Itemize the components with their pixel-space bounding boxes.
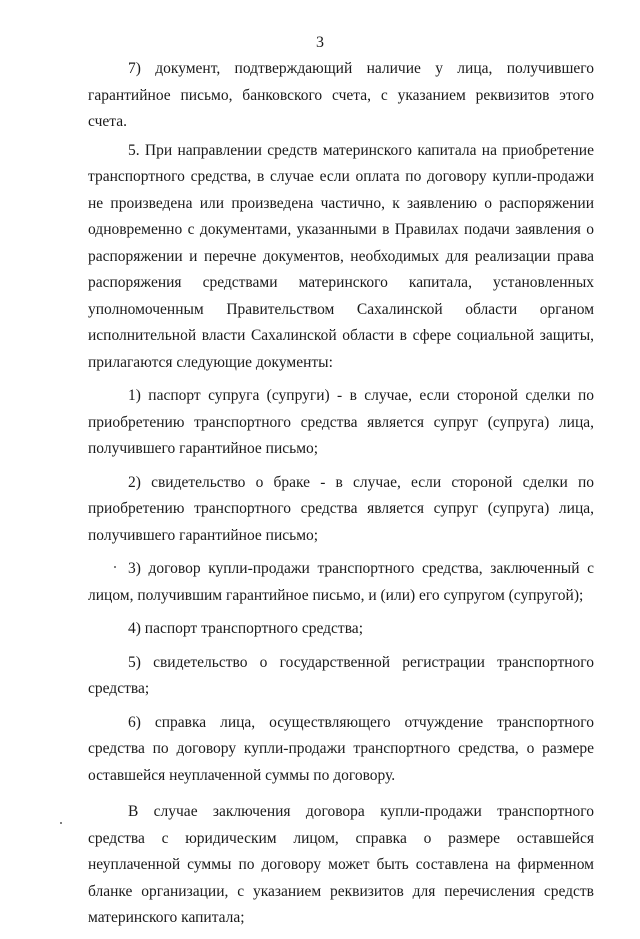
- paragraph-item-6: 6) справка лица, осуществляющего отчуждение транспортного средства по договору купли-продажи транспортного средства, о размере оставшейся неуплаченной суммы по договору.: [88, 713, 594, 784]
- paragraph-item-2: 2) свидетельство о браке - в случае, если стороной сделки по приобретению транспортного средства является супруг (супруга) лица, получившего гарантийное письмо;: [88, 473, 594, 544]
- paragraph-item-5: 5) свидетельство о государственной регистрации транспортного средства;: [88, 653, 594, 697]
- scan-speck: [60, 822, 62, 824]
- paragraph-section-5: 5. При направлении средств материнского капитала на приобретение транспортного средства, в случае если оплата по договору купли-продажи не произведена или произведена частично, к заявлению о распоряжении одновременно с документами, указанными в Правилах подачи заявления о распоряжении и перечне документов, необходимых для реализации права распоряжения средствами материнского капитала, установленных уполномоченным Правительством Сахалинской области органом исполнительной власти Сахалинской области в сфере социальной защиты, прилагаются следующие документы:: [88, 141, 594, 371]
- paragraph-item-4: 4) паспорт транспортного средства;: [128, 620, 363, 637]
- scan-speck: [114, 566, 116, 568]
- document-body: [88, 56, 594, 939]
- page-number: 3: [316, 34, 324, 51]
- paragraph-legal-entity-note: В случае заключения договора купли-продажи транспортного средства с юридическим лицом, справка о размере оставшейся неуплаченной суммы по договору может быть составлена на фирменном бланке организации, с указанием реквизитов для перечисления средств материнского капитала;: [88, 803, 594, 926]
- paragraph-item-3: 3) договор купли-продажи транспортного средства, заключенный с лицом, получившим гарантийное письмо, и (или) его супругом (супругой);: [88, 560, 594, 604]
- paragraph-item-7: 7) документ, подтверждающий наличие у лица, получившего гарантийное письмо, банковского счета, с указанием реквизитов этого счета.: [88, 60, 594, 130]
- paragraph-item-1: 1) паспорт супруга (супруги) - в случае, если стороной сделки по приобретению транспортного средства является супруг (супруга) лица, получившего гарантийное письмо;: [88, 387, 594, 457]
